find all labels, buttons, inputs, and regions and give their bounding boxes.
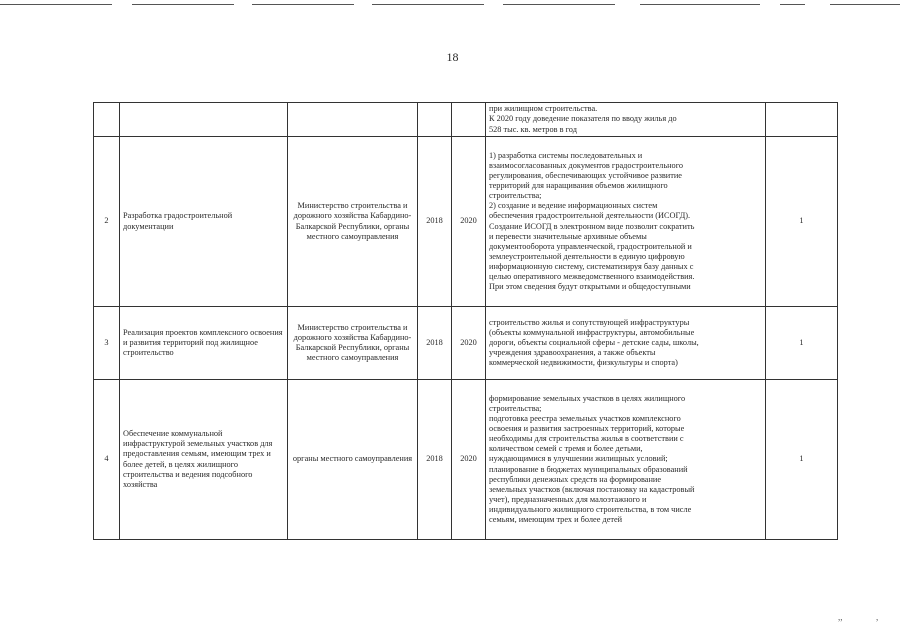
end-year-cell-text: 2020 xyxy=(460,337,477,347)
row-number-cell xyxy=(94,380,120,540)
result-line: подготовка реестра земельных участков комплексного xyxy=(489,414,681,424)
scan-speck: , xyxy=(876,612,879,622)
row-number-cell xyxy=(94,307,120,380)
indicator-cell-text: 1 xyxy=(799,454,804,464)
end-year-cell xyxy=(452,137,486,307)
end-year-cell xyxy=(452,380,486,540)
result-line: республики денежных средств на формирование xyxy=(489,474,662,484)
measure-name-cell-text: Разработка градостроительной документации xyxy=(123,211,233,231)
indicator-cell-text: 1 xyxy=(799,337,804,347)
result-line: строительства; xyxy=(489,403,542,413)
responsible-org-cell xyxy=(288,380,418,540)
scan-artifact-line xyxy=(780,4,805,5)
result-line: строительства; xyxy=(489,191,542,201)
measure-name-cell-text: Обеспечение коммунальной инфраструктурой земельных участков для предоставления семьям, имеющим трех и более детей, в целях жилищного строительства и ведения подсобного хозяйства xyxy=(123,429,273,489)
responsible-org-cell xyxy=(288,307,418,380)
result-line: регулирования, обеспечивающих устойчивое развитие xyxy=(489,171,682,181)
table-row xyxy=(94,380,838,540)
scan-artifact-line xyxy=(640,4,760,5)
page-number: 18 xyxy=(446,50,459,64)
end-year-cell-text: 2020 xyxy=(460,454,477,464)
result-line: учреждения здравоохранения, а также объекты xyxy=(489,348,656,358)
expected-result-cell xyxy=(486,137,766,307)
start-year-cell-text: 2018 xyxy=(426,454,443,464)
result-line: планирование в бюджетах муниципальных образований xyxy=(489,464,688,474)
indicator-cell xyxy=(766,380,838,540)
indicator-cell xyxy=(766,307,838,380)
result-line: необходимы для строительства жилья в соответствии с xyxy=(489,434,684,444)
responsible-org-cell-text: Министерство строительства и дорожного хозяйства Кабардино-Балкарской Республики, органы местного самоуправления xyxy=(293,322,412,363)
expected-result-cell xyxy=(486,103,766,137)
start-year-cell xyxy=(418,380,452,540)
result-line: земельных участков (включая постановку на кадастровый xyxy=(489,484,695,494)
row-number-cell xyxy=(94,137,120,307)
responsible-org-cell-text: органы местного самоуправления xyxy=(292,454,413,464)
result-line: обеспечения градостроительной деятельности (ИСОГД). xyxy=(489,211,691,221)
result-line: строительство жилья и сопутствующей инфраструктуры xyxy=(489,317,690,327)
start-year-cell-text: 2018 xyxy=(426,216,443,226)
end-year-cell-text: 2020 xyxy=(460,216,477,226)
measure-name-cell xyxy=(120,307,288,380)
measure-name-cell xyxy=(120,137,288,307)
measure-name-cell-text: Реализация проектов комплексного освоения и развития территорий под жилищное строительство xyxy=(123,327,283,358)
result-line: 2) создание и ведение информационных систем xyxy=(489,201,658,211)
scan-artifact-line xyxy=(0,4,112,5)
scan-artifact-line xyxy=(830,4,900,5)
row-number-cell-text: 4 xyxy=(104,454,109,464)
result-line: (объекты коммунальной инфраструктуры, автомобильные xyxy=(489,327,695,337)
result-line: 1) разработка системы последовательных и xyxy=(489,150,643,160)
measures-table xyxy=(93,102,838,540)
result-line: при жилищном строительства. xyxy=(489,104,598,114)
result-line: документооборота управленческой, градостроительной и xyxy=(489,241,692,251)
indicator-cell xyxy=(766,137,838,307)
scan-artifact-line xyxy=(252,4,354,5)
result-line: взаимосогласованных документов градостроительного xyxy=(489,160,684,170)
start-year-cell xyxy=(418,103,452,137)
result-line: 528 тыс. кв. метров в год xyxy=(489,124,577,134)
start-year-cell xyxy=(418,307,452,380)
result-line: освоения и развития застроенных территорий, которые xyxy=(489,424,685,434)
scan-speck: ,, xyxy=(838,612,843,622)
result-line: территорий для наращивания объемов жилищного xyxy=(489,181,668,191)
result-line: дороги, объекты социальной сферы - детские сады, школы, xyxy=(489,337,699,347)
result-line: коммерческой недвижимости, физкультуры и спорта) xyxy=(489,358,678,368)
result-line: количеством семей с тремя и более детьми, xyxy=(489,444,643,454)
scan-artifact-line xyxy=(132,4,234,5)
result-line: При этом сведения будут открытыми и общедоступными xyxy=(489,282,691,292)
indicator-cell-text: 1 xyxy=(799,216,804,226)
result-line: К 2020 году доведение показателя по вводу жилья до xyxy=(489,114,677,124)
end-year-cell xyxy=(452,103,486,137)
table-row xyxy=(94,103,838,137)
result-line: информационную систему, систематизируя базу данных с xyxy=(489,261,694,271)
result-line: целью оперативного межведомственного взаимодействия. xyxy=(489,271,695,281)
measure-name-cell xyxy=(120,103,288,137)
table-row xyxy=(94,307,838,380)
result-line: Создание ИСОГД в электронном виде позволит сократить xyxy=(489,221,695,231)
responsible-org-cell xyxy=(288,137,418,307)
row-number-cell xyxy=(94,103,120,137)
table-row xyxy=(94,137,838,307)
row-number-cell-text: 3 xyxy=(104,337,109,347)
scan-artifact-line xyxy=(372,4,484,5)
result-line: землеустроительной деятельности в единую цифровую xyxy=(489,251,685,261)
result-line: формирование земельных участков в целях жилищного xyxy=(489,393,686,403)
expected-result-cell xyxy=(486,307,766,380)
scan-artifact-line xyxy=(503,4,615,5)
result-line: учет), предназначенных для малоэтажного и xyxy=(489,494,647,504)
end-year-cell xyxy=(452,307,486,380)
responsible-org-cell xyxy=(288,103,418,137)
result-line: и перевести значительные архивные объемы xyxy=(489,231,647,241)
start-year-cell xyxy=(418,137,452,307)
measure-name-cell xyxy=(120,380,288,540)
row-number-cell-text: 2 xyxy=(104,216,109,226)
responsible-org-cell-text: Министерство строительства и дорожного хозяйства Кабардино-Балкарской Республики, органы местного самоуправления xyxy=(293,201,412,241)
result-line: индивидуального жилищного строительства, в том числе xyxy=(489,504,692,514)
expected-result-cell xyxy=(486,380,766,540)
indicator-cell xyxy=(766,103,838,137)
result-line: семьям, имеющим трех и более детей xyxy=(489,515,623,525)
start-year-cell-text: 2018 xyxy=(426,337,443,347)
result-line: нуждающимися в улучшении жилищных условий; xyxy=(489,454,668,464)
